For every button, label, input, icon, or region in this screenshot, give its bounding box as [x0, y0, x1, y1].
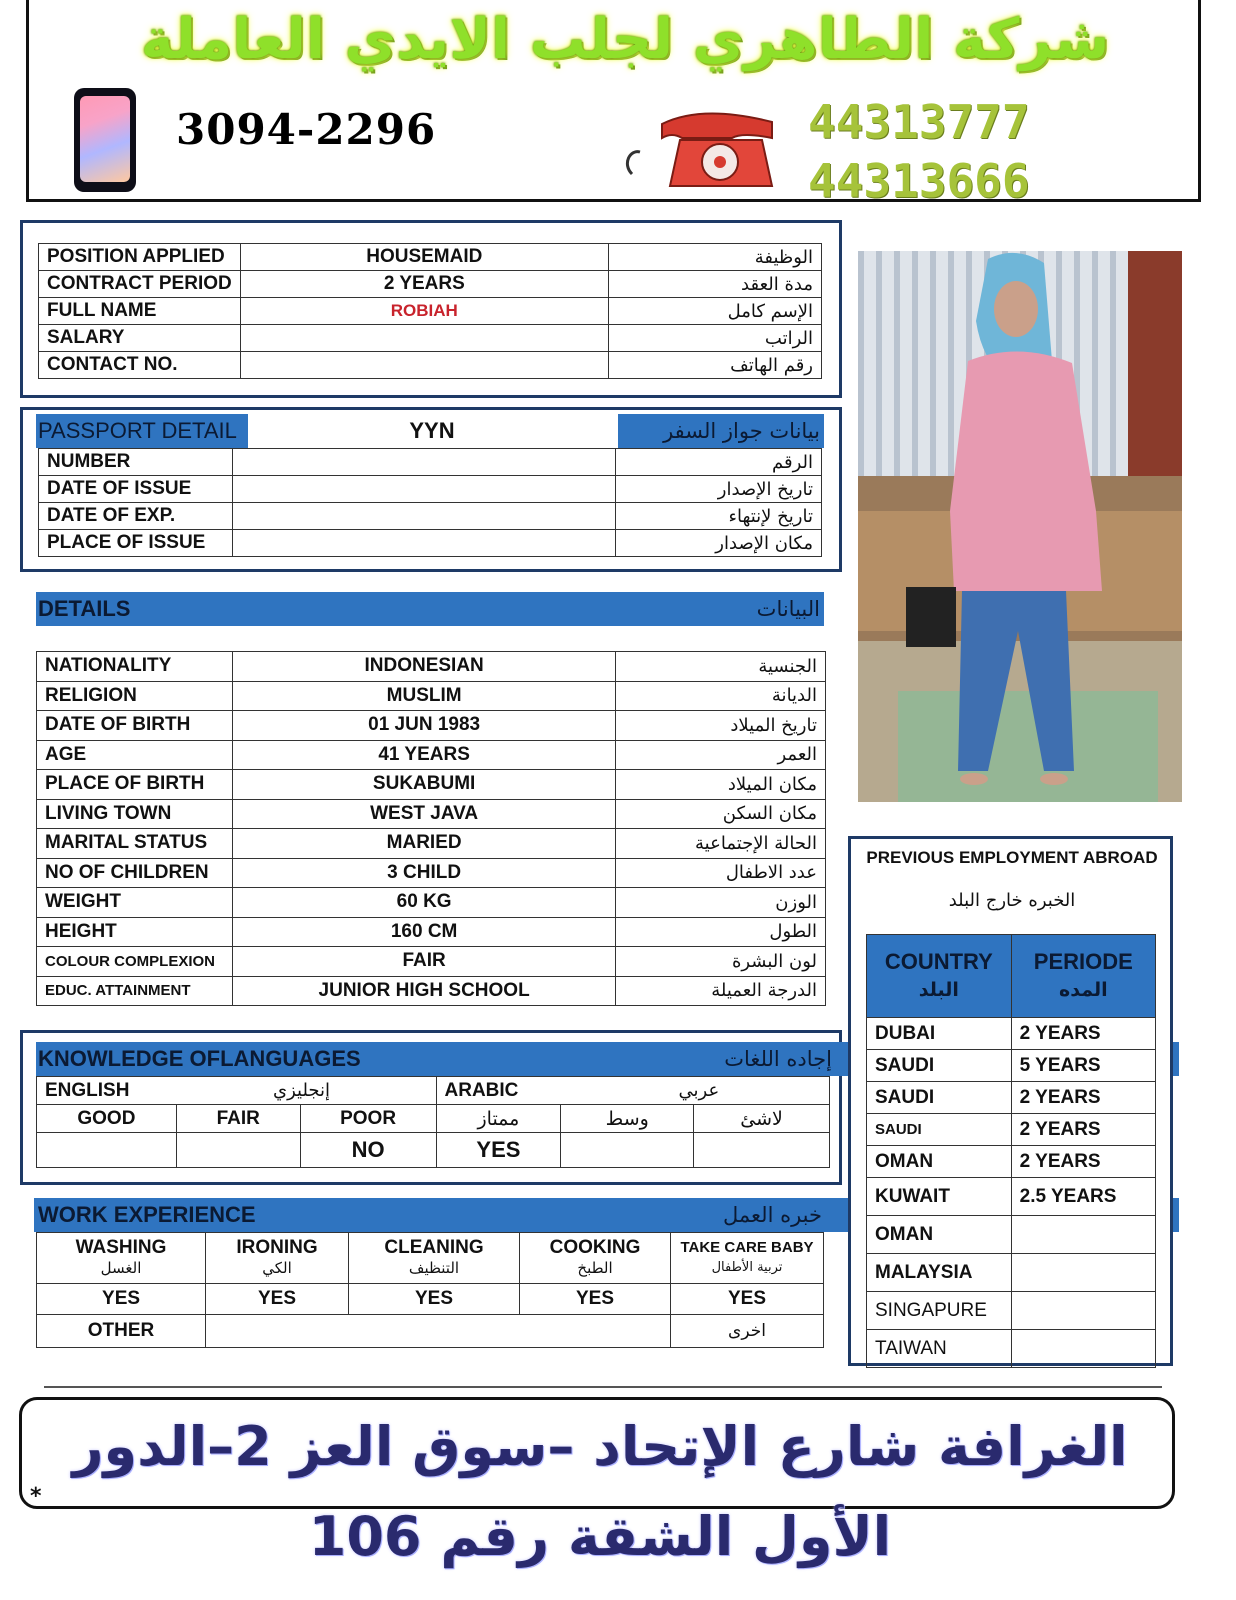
skill-value: YES	[37, 1284, 206, 1315]
full-name-value: ROBIAH	[240, 298, 608, 325]
job-table	[38, 243, 822, 379]
table-row	[37, 947, 826, 977]
period-header-en: PERIODE	[1033, 949, 1133, 974]
footer-mark: *	[30, 1484, 42, 1509]
detail-label-ar: عدد الاطفال	[616, 858, 826, 888]
detail-label-ar: الطول	[616, 917, 826, 947]
mobile-number: 3094-2296	[176, 105, 437, 154]
table-row	[867, 1018, 1156, 1050]
job-value	[240, 325, 608, 352]
passport-label: DATE OF EXP.	[39, 503, 233, 530]
detail-value: FAIR	[232, 947, 615, 977]
country-header-en: COUNTRY	[884, 949, 993, 974]
table-row	[39, 503, 822, 530]
table-row	[867, 1178, 1156, 1216]
table-row	[37, 1105, 830, 1133]
previous-employment-title: PREVIOUS EMPLOYMENT ABROAD	[866, 848, 1158, 867]
passport-label-ar: مكان الإصدار	[616, 530, 822, 557]
country-cell: KUWAIT	[867, 1178, 1012, 1216]
candidate-photo	[858, 251, 1182, 802]
passport-label: PLACE OF ISSUE	[39, 530, 233, 557]
english-label-ar: إنجليزي	[273, 1079, 331, 1101]
arabic-label-ar: عربي	[678, 1079, 720, 1101]
job-value: 2 YEARS	[240, 271, 608, 298]
passport-label: DATE OF ISSUE	[39, 476, 233, 503]
detail-value: 3 CHILD	[232, 858, 615, 888]
table-row	[37, 770, 826, 800]
languages-title-ar: إجاده اللغات	[724, 1047, 832, 1071]
country-cell: SAUDI	[867, 1050, 1012, 1082]
job-label: FULL NAME	[39, 298, 241, 325]
skill-value: YES	[671, 1284, 824, 1315]
table-row	[39, 449, 822, 476]
details-table	[36, 651, 826, 1006]
detail-label-ar: الديانة	[616, 681, 826, 711]
detail-value: MUSLIM	[232, 681, 615, 711]
table-row	[39, 271, 822, 298]
table-row	[39, 244, 822, 271]
arabic-header	[436, 1077, 830, 1105]
detail-value: INDONESIAN	[232, 652, 615, 682]
job-label-ar: الراتب	[608, 325, 821, 352]
footer-divider	[44, 1386, 1162, 1388]
table-row	[37, 888, 826, 918]
answer-cell	[694, 1133, 830, 1168]
country-cell: DUBAI	[867, 1018, 1012, 1050]
passport-value	[232, 476, 615, 503]
table-row	[37, 917, 826, 947]
skill-label-ar: تربية الأطفال	[711, 1260, 783, 1275]
job-value: HOUSEMAID	[240, 244, 608, 271]
table-row	[867, 1114, 1156, 1146]
table-row	[39, 298, 822, 325]
table-row	[37, 1233, 824, 1284]
level-poor: POOR	[300, 1105, 436, 1133]
answer-cell	[176, 1133, 300, 1168]
table-row	[37, 858, 826, 888]
details-title: DETAILS	[38, 596, 131, 621]
languages-title: KNOWLEDGE OFLANGUAGES	[38, 1046, 361, 1071]
telephone-icon	[622, 104, 782, 190]
job-label: CONTACT NO.	[39, 352, 241, 379]
period-cell	[1011, 1292, 1155, 1330]
table-row	[867, 1146, 1156, 1178]
skill-label-ar: الطبخ	[577, 1259, 613, 1277]
detail-label: HEIGHT	[37, 917, 233, 947]
table-row	[867, 1292, 1156, 1330]
table-row	[37, 740, 826, 770]
country-cell: SINGAPURE	[867, 1292, 1012, 1330]
table-row	[37, 829, 826, 859]
table-row	[867, 1330, 1156, 1368]
country-header-ar: البلد	[918, 979, 959, 1001]
detail-label-ar: تاريخ الميلاد	[616, 711, 826, 741]
passport-title: PASSPORT DETAIL	[36, 414, 248, 448]
passport-code: YYN	[409, 418, 455, 443]
table-row	[39, 352, 822, 379]
detail-label: NATIONALITY	[37, 652, 233, 682]
job-label-ar: الوظيفة	[608, 244, 821, 271]
period-header-ar: المده	[1059, 979, 1108, 1001]
skill-cooking	[520, 1233, 671, 1284]
mobile-phone-screen	[80, 96, 130, 182]
passport-label-ar: تاريخ الإصدار	[616, 476, 822, 503]
period-cell: 2 YEARS	[1011, 1018, 1155, 1050]
level-fair: FAIR	[176, 1105, 300, 1133]
table-row	[37, 1133, 830, 1168]
work-table	[36, 1232, 824, 1348]
detail-value: 01 JUN 1983	[232, 711, 615, 741]
table-row	[867, 935, 1156, 1018]
table-row	[37, 976, 826, 1006]
skill-value: YES	[520, 1284, 671, 1315]
table-row	[39, 476, 822, 503]
period-cell: 2.5 YEARS	[1011, 1178, 1155, 1216]
country-cell: SAUDI	[867, 1082, 1012, 1114]
table-row	[39, 325, 822, 352]
previous-employment-title-ar: الخبره خارج البلد	[948, 890, 1076, 911]
telephone-number-2: 44313666	[808, 154, 1030, 208]
detail-label-ar: الوزن	[616, 888, 826, 918]
period-cell	[1011, 1216, 1155, 1254]
details-title-ar: البيانات	[756, 597, 820, 621]
job-value	[240, 352, 608, 379]
passport-value	[232, 530, 615, 557]
skill-label-ar: التنظيف	[408, 1259, 460, 1277]
detail-label: MARITAL STATUS	[37, 829, 233, 859]
table-row	[37, 1077, 830, 1105]
job-label: POSITION APPLIED	[39, 244, 241, 271]
passport-table	[38, 448, 822, 557]
table-row	[867, 1254, 1156, 1292]
languages-table	[36, 1076, 830, 1168]
answer-cell	[37, 1133, 177, 1168]
answer-cell	[561, 1133, 694, 1168]
period-header	[1011, 935, 1155, 1018]
level-good: GOOD	[37, 1105, 177, 1133]
detail-value: WEST JAVA	[232, 799, 615, 829]
detail-value: 160 CM	[232, 917, 615, 947]
table-row	[867, 1216, 1156, 1254]
detail-label: WEIGHT	[37, 888, 233, 918]
skill-label: CLEANING	[384, 1237, 484, 1258]
company-name: شركة الطاهري لجلب الايدي العاملة	[140, 7, 1110, 72]
table-row	[867, 1082, 1156, 1114]
detail-label: NO OF CHILDREN	[37, 858, 233, 888]
period-cell: 2 YEARS	[1011, 1146, 1155, 1178]
skill-value: YES	[348, 1284, 519, 1315]
passport-label: NUMBER	[39, 449, 233, 476]
other-label-ar: اخرى	[671, 1315, 824, 1348]
detail-value: JUNIOR HIGH SCHOOL	[232, 976, 615, 1006]
period-cell	[1011, 1254, 1155, 1292]
passport-label-ar: تاريخ لإنتهاء	[616, 503, 822, 530]
other-label: OTHER	[37, 1315, 206, 1348]
work-title: WORK EXPERIENCE	[38, 1202, 256, 1227]
country-cell: MALAYSIA	[867, 1254, 1012, 1292]
english-label: ENGLISH	[45, 1079, 130, 1101]
table-row	[867, 1050, 1156, 1082]
detail-label: DATE OF BIRTH	[37, 711, 233, 741]
detail-label-ar: العمر	[616, 740, 826, 770]
detail-label-ar: الدرجة العميلة	[616, 976, 826, 1006]
skill-label: TAKE CARE BABY	[680, 1239, 814, 1256]
table-row	[37, 652, 826, 682]
passport-value	[232, 503, 615, 530]
table-row	[37, 1315, 824, 1348]
detail-value: SUKABUMI	[232, 770, 615, 800]
skill-washing	[37, 1233, 206, 1284]
detail-label-ar: مكان الميلاد	[616, 770, 826, 800]
detail-label-ar: الجنسية	[616, 652, 826, 682]
detail-label-ar: الحالة الإجتماعية	[616, 829, 826, 859]
country-cell: SAUDI	[867, 1114, 1012, 1146]
skill-baby-care	[671, 1233, 824, 1284]
detail-value: MARIED	[232, 829, 615, 859]
skill-label-ar: الكي	[262, 1259, 292, 1277]
passport-label-ar: الرقم	[616, 449, 822, 476]
skill-cleaning	[348, 1233, 519, 1284]
arabic-answer: YES	[436, 1133, 561, 1168]
country-cell: OMAN	[867, 1216, 1012, 1254]
detail-label: RELIGION	[37, 681, 233, 711]
table-row	[37, 711, 826, 741]
telephone-number-1: 44313777	[808, 95, 1030, 149]
job-label: SALARY	[39, 325, 241, 352]
country-cell: TAIWAN	[867, 1330, 1012, 1368]
job-label-ar: رقم الهاتف	[608, 352, 821, 379]
country-header	[867, 935, 1012, 1018]
country-cell: OMAN	[867, 1146, 1012, 1178]
detail-value: 41 YEARS	[232, 740, 615, 770]
skill-label-ar: الغسل	[100, 1259, 142, 1277]
detail-label-ar: لون البشرة	[616, 947, 826, 977]
job-label-ar: مدة العقد	[608, 271, 821, 298]
period-cell: 2 YEARS	[1011, 1082, 1155, 1114]
job-label-ar: الإسم كامل	[608, 298, 821, 325]
table-row	[37, 799, 826, 829]
skill-label: WASHING	[75, 1237, 167, 1258]
footer-address: الغرافة شارع الإتحاد –سوق العز 2–الدور الأول الشقة رقم 106	[72, 1415, 1128, 1568]
skill-value: YES	[206, 1284, 349, 1315]
level-excellent-ar: ممتاز	[436, 1105, 561, 1133]
passport-value	[232, 449, 615, 476]
level-none-ar: لاشئ	[694, 1105, 830, 1133]
detail-label: LIVING TOWN	[37, 799, 233, 829]
period-cell	[1011, 1330, 1155, 1368]
skill-label: COOKING	[549, 1237, 641, 1258]
table-row	[39, 530, 822, 557]
other-value	[206, 1315, 671, 1348]
detail-label: AGE	[37, 740, 233, 770]
table-row	[37, 681, 826, 711]
detail-label: COLOUR COMPLEXION	[37, 947, 233, 977]
passport-title-ar: بيانات جواز السفر	[618, 414, 824, 448]
detail-label-ar: مكان السكن	[616, 799, 826, 829]
arabic-label: ARABIC	[444, 1079, 519, 1101]
english-answer: NO	[300, 1133, 436, 1168]
skill-label: IRONING	[236, 1237, 318, 1258]
period-cell: 5 YEARS	[1011, 1050, 1155, 1082]
work-title-ar: خبره العمل	[723, 1203, 822, 1227]
detail-label: PLACE OF BIRTH	[37, 770, 233, 800]
previous-employment-table	[866, 934, 1156, 1368]
detail-value: 60 KG	[232, 888, 615, 918]
job-label: CONTRACT PERIOD	[39, 271, 241, 298]
detail-label: EDUC. ATTAINMENT	[37, 976, 233, 1006]
table-row	[37, 1284, 824, 1315]
level-medium-ar: وسط	[561, 1105, 694, 1133]
english-header	[37, 1077, 437, 1105]
skill-ironing	[206, 1233, 349, 1284]
period-cell: 2 YEARS	[1011, 1114, 1155, 1146]
